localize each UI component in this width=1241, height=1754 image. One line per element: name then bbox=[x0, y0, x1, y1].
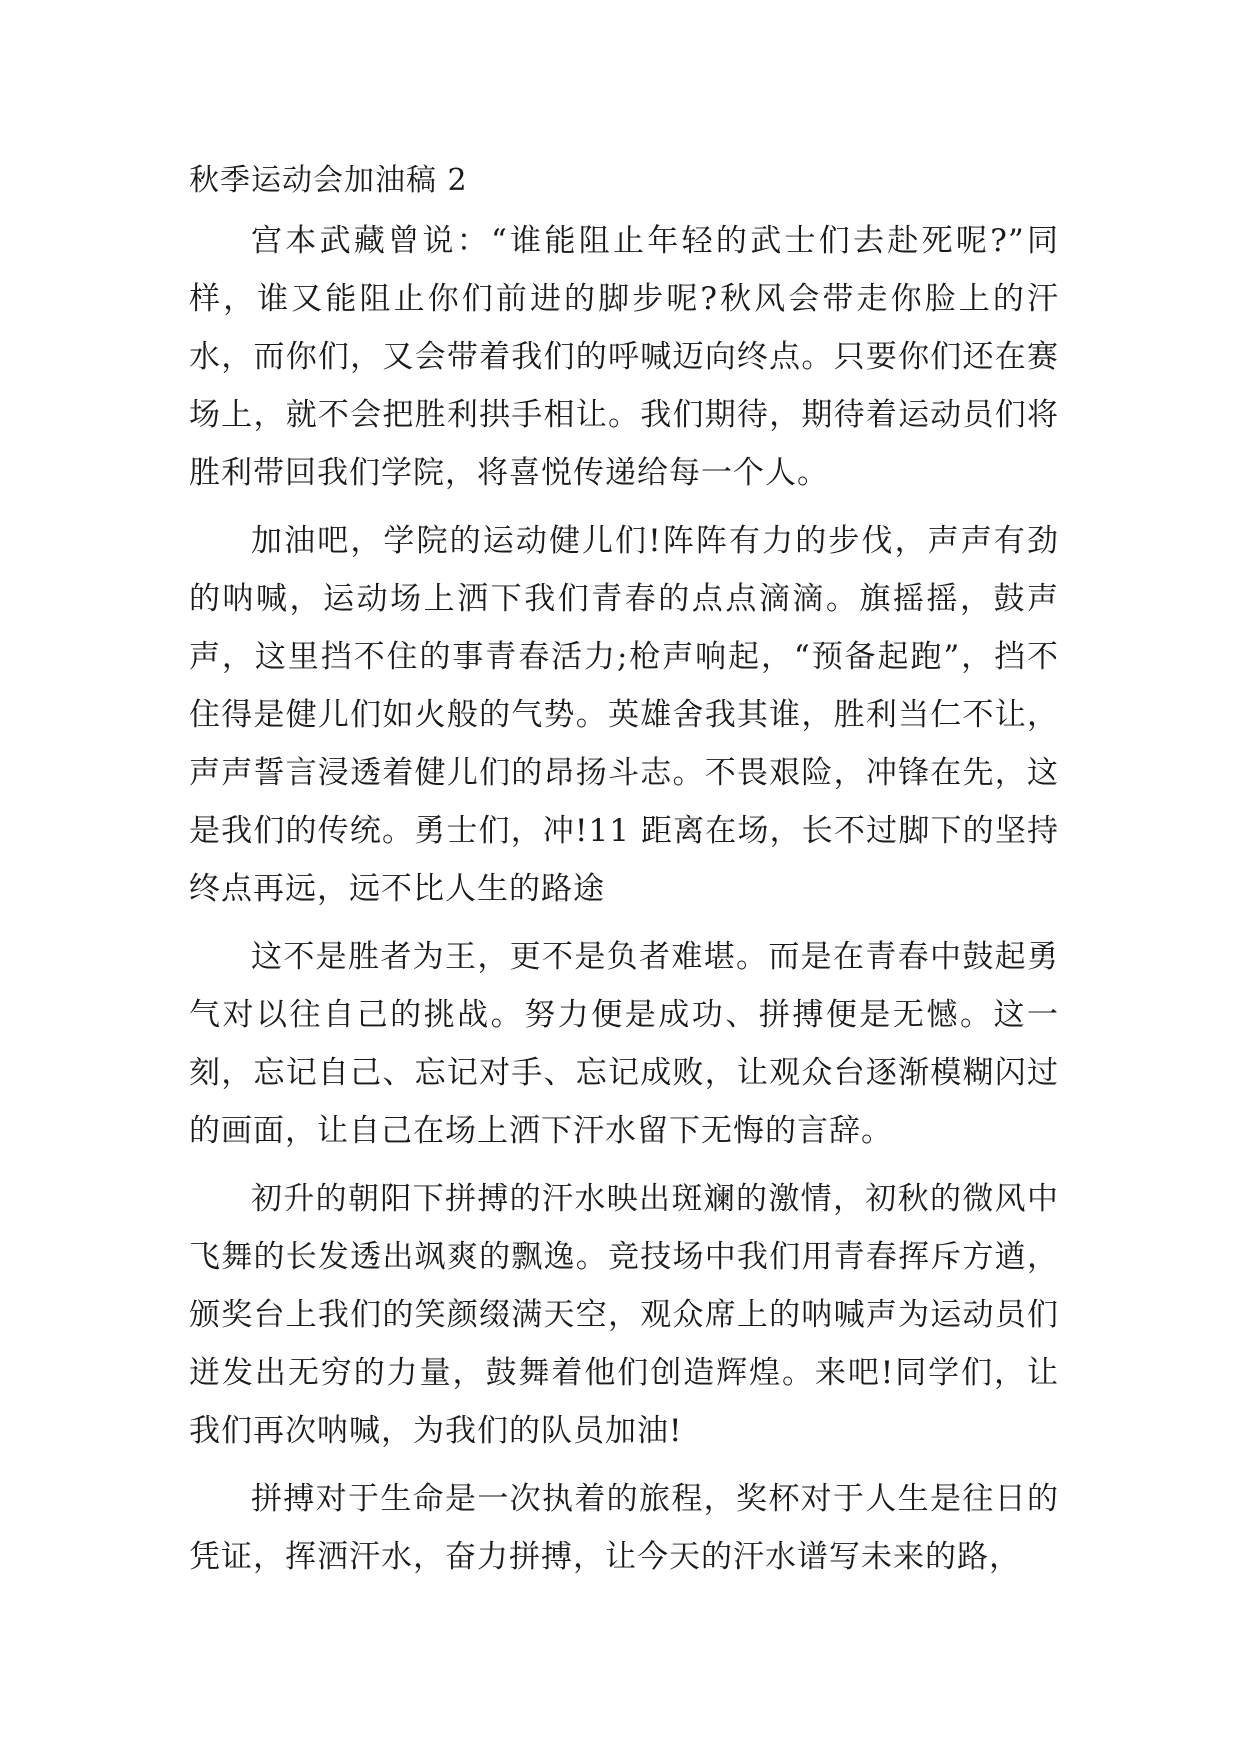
paragraph-1: 宫本武藏曾说：“谁能阻止年轻的武士们去赴死呢?”同样，谁又能阻止你们前进的脚步呢?秋风会带走你脸上的汗水，而你们，又会带着我们的呼喊迈向终点。只要你们还在赛场上，就不会把胜利拱手相让。我们期待，期待着运动员们将胜利带回我们学院，将喜悦传递给每一个人。 bbox=[189, 223, 1059, 491]
paragraph-5: 拼搏对于生命是一次执着的旅程，奖杯对于人生是往日的凭证，挥洒汗水，奋力拼搏，让今天的汗水谱写未来的路， bbox=[189, 1481, 1059, 1575]
paragraph-3: 这不是胜者为王，更不是负者难堪。而是在青春中鼓起勇气对以往自己的挑战。努力便是成功、拼搏便是无憾。这一刻，忘记自己、忘记对手、忘记成败，让观众台逐渐模糊闪过的画面，让自己在场上洒下汗水留下无悔的言辞。 bbox=[189, 939, 1059, 1149]
document-page bbox=[189, 160, 1091, 1596]
paragraph-2: 加油吧，学院的运动健儿们!阵阵有力的步伐，声声有劲的呐喊，运动场上洒下我们青春的点点滴滴。旗摇摇，鼓声声，这里挡不住的事青春活力;枪声响起，“预备起跑”，挡不住得是健儿们如火般的气势。英雄舍我其谁，胜利当仁不让，声声誓言浸透着健儿们的昂扬斗志。不畏艰险，冲锋在先，这是我们的传统。勇士们，冲!11 距离在场，长不过脚下的坚持 终点再远，远不比人生的路途 bbox=[189, 523, 1091, 907]
paragraph-4: 初升的朝阳下拼搏的汗水映出斑斓的激情，初秋的微风中飞舞的长发透出飒爽的飘逸。竞技场中我们用青春挥斥方遒，颁奖台上我们的笑颜缀满天空，观众席上的呐喊声为运动员们迸发出无穷的力量，鼓舞着他们创造辉煌。来吧!同学们，让我们再次呐喊，为我们的队员加油! bbox=[189, 1181, 1059, 1449]
document-title: 秋季运动会加油稿 2 bbox=[189, 163, 468, 198]
